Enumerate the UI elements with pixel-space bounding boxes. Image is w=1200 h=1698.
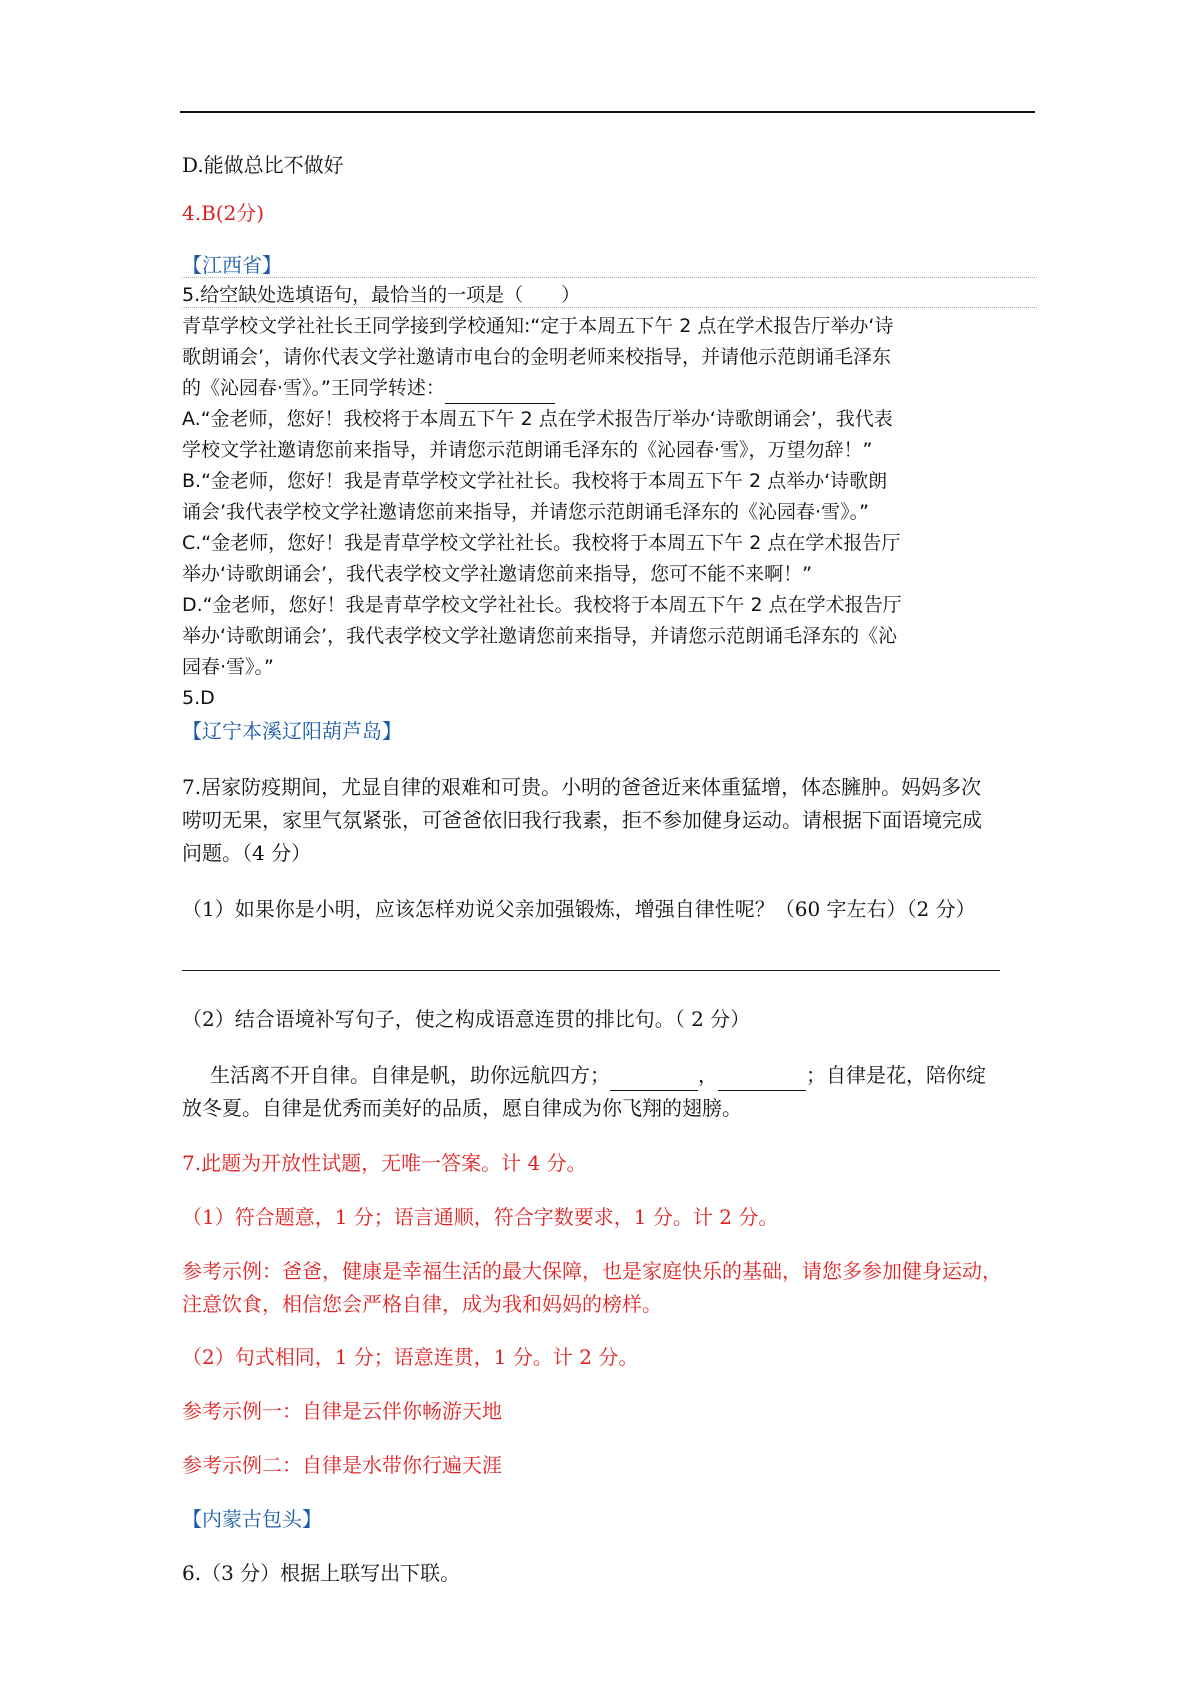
header-rule <box>180 111 1035 113</box>
answer-5: 5.D <box>182 687 215 709</box>
question-7-stem: 7.居家防疫期间，尤显自律的艰难和可贵。小明的爸爸近来体重猛增，体态臃肿。妈妈多次 <box>182 775 982 799</box>
option-b: B.“金老师，您好！我是青草学校文学社社长。我校将于本周五下午 2 点举办‘诗歌朗 <box>182 470 888 492</box>
context-passage-text: 生活离不开自律。自律是帆，助你远航四方； <box>210 1063 610 1087</box>
answer-blank <box>610 1060 698 1091</box>
question-5-text: 歌朗诵会’，请你代表文学社邀请市电台的金明老师来校指导，并请他示范朗诵毛泽东 <box>182 346 892 368</box>
option-d-cont: 举办‘诗歌朗诵会’，我代表学校文学社邀请您前来指导，并请您示范朗诵毛泽东的《沁 <box>182 625 898 647</box>
answer-blank <box>445 373 555 404</box>
option-d: D.“金老师，您好！我是青草学校文学社社长。我校将于本周五下午 2 点在学术报告厅 <box>182 594 902 616</box>
context-passage-text: ， <box>698 1063 718 1087</box>
option-d-cont: 园春·雪》。” <box>182 656 274 678</box>
question-6-stem: 6.（3 分）根据上联写出下联。 <box>182 1561 461 1585</box>
region-tag-neimenggu: 【内蒙古包头】 <box>182 1507 322 1531</box>
context-passage-cont: 放冬夏。自律是优秀而美好的品质，愿自律成为你飞翔的翅膀。 <box>182 1096 742 1120</box>
question-7-part-2: （2）结合语境补写句子，使之构成语意连贯的排比句。（ 2 分） <box>182 1007 751 1031</box>
question-7-part-1: （1）如果你是小明，应该怎样劝说父亲加强锻炼，增强自律性呢？（60 字左右）（2 分） <box>182 897 976 921</box>
question-5-text-end: 的《沁园春·雪》。”王同学转述： <box>182 377 445 399</box>
question-7-stem: 问题。（4 分） <box>182 841 312 865</box>
reference-example-1: 参考示例一：自律是云伴你畅游天地 <box>182 1399 502 1423</box>
answer-line <box>182 970 1000 971</box>
reference-example: 参考示例：爸爸，健康是幸福生活的最大保障，也是家庭快乐的基础，请您多参加健身运动， <box>182 1259 1002 1283</box>
option-c: C.“金老师，您好！我是青草学校文学社社长。我校将于本周五下午 2 点在学术报告厅 <box>182 532 901 554</box>
region-tag-jiangxi: 【江西省】 <box>182 253 282 277</box>
context-passage-text: ；自律是花，陪你绽 <box>806 1063 986 1087</box>
answer-7-part-1: （1）符合题意，1 分；语言通顺，符合字数要求，1 分。计 2 分。 <box>182 1205 779 1229</box>
reference-example-2: 参考示例二：自律是水带你行遍天涯 <box>182 1453 502 1477</box>
answer-7: 7.此题为开放性试题，无唯一答案。计 4 分。 <box>182 1151 587 1175</box>
dotted-divider <box>182 277 1037 278</box>
reference-example-cont: 注意饮食，相信您会严格自律，成为我和妈妈的榜样。 <box>182 1292 662 1316</box>
option-a-cont: 学校文学社邀请您前来指导，并请您示范朗诵毛泽东的《沁园春·雪》，万望勿辞！” <box>182 439 873 461</box>
option-a: A.“金老师，您好！我校将于本周五下午 2 点在学术报告厅举办‘诗歌朗诵会’，我代表 <box>182 408 893 430</box>
answer-blank <box>718 1060 806 1091</box>
option-d-previous: D.能做总比不做好 <box>182 153 344 177</box>
answer-4: 4.B(2分) <box>182 201 265 225</box>
region-tag-liaoning: 【辽宁本溪辽阳葫芦岛】 <box>182 719 402 743</box>
question-5-text: 青草学校文学社社长王同学接到学校通知:“定于本周五下午 2 点在学术报告厅举办‘诗 <box>182 315 894 337</box>
dotted-divider <box>182 307 1037 308</box>
question-7-stem: 唠叨无果，家里气氛紧张，可爸爸依旧我行我素，拒不参加健身运动。请根据下面语境完成 <box>182 808 982 832</box>
option-b-cont: 诵会’我代表学校文学社邀请您前来指导，并请您示范朗诵毛泽东的《沁园春·雪》。” <box>182 501 869 523</box>
question-5-text <box>182 373 555 404</box>
option-c-cont: 举办‘诗歌朗诵会’，我代表学校文学社邀请您前来指导，您可不能不来啊！” <box>182 563 812 585</box>
question-5-stem: 5.给空缺处选填语句，最恰当的一项是（ ） <box>182 284 581 306</box>
answer-7-part-2: （2）句式相同，1 分；语意连贯，1 分。计 2 分。 <box>182 1345 639 1369</box>
context-passage <box>210 1060 986 1091</box>
